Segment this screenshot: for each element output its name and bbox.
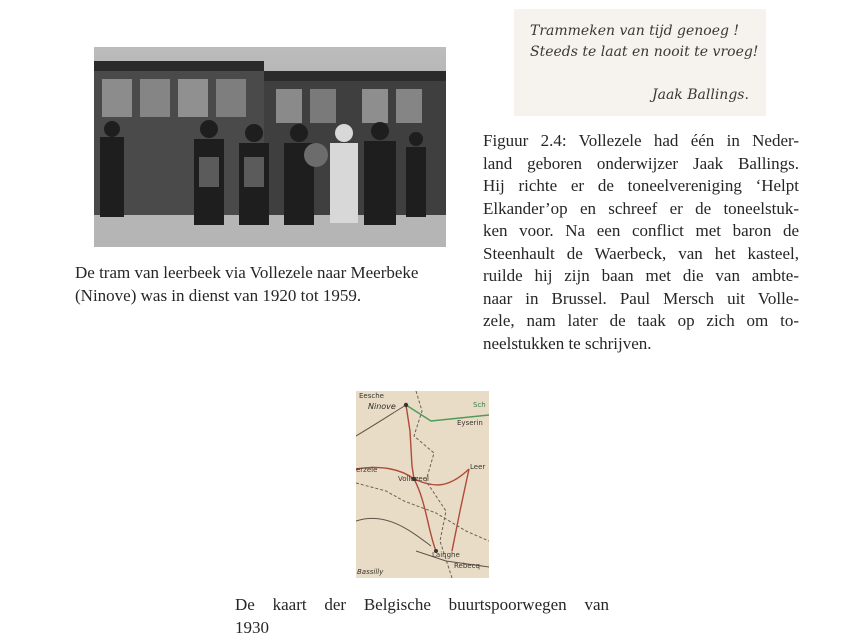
tramway-map bbox=[356, 391, 489, 578]
figure-caption-line: Elkander’op en schreef er de toneelstuk- bbox=[483, 198, 799, 221]
map-label-ninove: Ninove bbox=[368, 402, 396, 411]
figure-caption-line: ken voor. Na een conflict met baron de bbox=[483, 220, 799, 243]
quote-line-2: Steeds te laat en nooit te vroeg! bbox=[530, 44, 758, 60]
quote-author: Jaak Ballings. bbox=[652, 87, 749, 103]
map-label-eyserin: Eyserin bbox=[457, 419, 483, 427]
tram-photo bbox=[94, 47, 446, 247]
map-label-herzele: erzele bbox=[356, 466, 377, 474]
figure-caption-line: ruilde hij zijn baan met die van ambte- bbox=[483, 265, 799, 288]
figure-caption-line: Hij richte er de toneelvereniging ‘Helpt bbox=[483, 175, 799, 198]
quote-clipping bbox=[514, 9, 766, 116]
figure-caption-line: neelstukken te schrijven. bbox=[483, 333, 799, 356]
figure-caption-line: land geboren onderwijzer Jaak Ballings. bbox=[483, 153, 799, 176]
tram-photo-caption bbox=[75, 262, 470, 307]
tram-caption-line-1: De tram van leerbeek via Vollezele naar Meerbeke bbox=[75, 262, 470, 285]
figure-caption-line: Figuur 2.4: Vollezele had één in Neder- bbox=[483, 130, 799, 153]
map-caption-line-2: 1930 bbox=[235, 617, 609, 639]
figure-caption-line: naar in Brussel. Paul Mersch uit Volle- bbox=[483, 288, 799, 311]
tram-caption-line-2: (Ninove) was in dienst van 1920 tot 1959. bbox=[75, 285, 470, 308]
map-label-bassilly: Bassilly bbox=[357, 568, 384, 576]
map-caption bbox=[235, 594, 609, 639]
figure-caption-line: zele, nam later de taak op zich om to- bbox=[483, 310, 799, 333]
figure-caption bbox=[483, 130, 799, 355]
map-label-rebecq: Rebecq- bbox=[454, 562, 483, 570]
tramway-map-image bbox=[356, 391, 489, 578]
quote-line-1: Trammeken van tijd genoeg ! bbox=[530, 23, 739, 39]
map-label-eesche: Eesche bbox=[359, 392, 384, 400]
map-label-leer: Leer bbox=[470, 463, 485, 471]
map-label-vollezeel: Vollezeel bbox=[398, 475, 429, 483]
map-caption-line-1: De kaart der Belgische buurtspoorwegen van bbox=[235, 594, 609, 617]
map-label-lainghe: Lainghe bbox=[432, 551, 460, 559]
map-label-sch: Sch bbox=[473, 401, 486, 409]
figure-caption-line: Steenhault de Waerbeck, van het kasteel, bbox=[483, 243, 799, 266]
tram-photo-image bbox=[94, 47, 446, 247]
